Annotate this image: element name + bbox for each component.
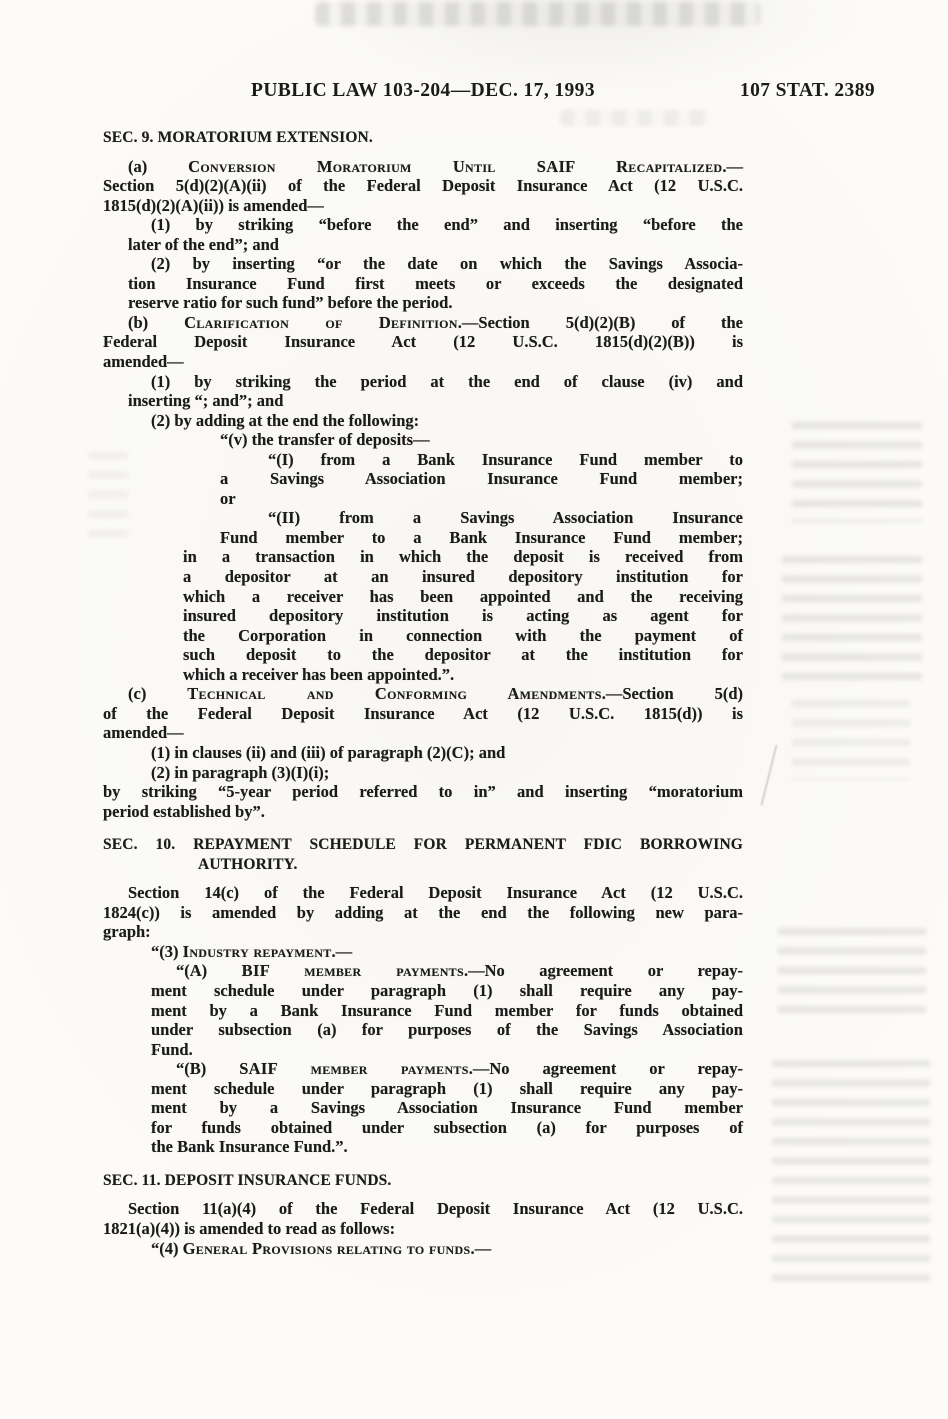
text-segment: graph: bbox=[103, 922, 151, 942]
text-segment: Section 11(a)(4) of the Federal Deposit Insurance Act (12 U.S.C. bbox=[128, 1199, 743, 1219]
text-line bbox=[268, 450, 743, 470]
text-segment: (1) by striking the period at the end of clause (iv) and bbox=[151, 371, 743, 391]
text-line bbox=[151, 1118, 743, 1138]
text-segment: (b) bbox=[128, 312, 185, 332]
text-segment: tion Insurance Fund first meets or exceeds the designated bbox=[128, 273, 743, 293]
text-line bbox=[103, 332, 743, 352]
text-line bbox=[183, 645, 743, 665]
text-line bbox=[151, 1040, 743, 1060]
text-segment: “(3) bbox=[151, 941, 183, 961]
text-line bbox=[103, 782, 743, 802]
text-segment: the Corporation in connection with the payment of bbox=[183, 625, 743, 645]
text-segment: (2) in paragraph (3)(I)(i); bbox=[151, 762, 330, 782]
text-line bbox=[183, 665, 743, 685]
text-line bbox=[128, 684, 743, 704]
text-segment: Section 14(c) of the Federal Deposit Insurance Act (12 U.S.C. bbox=[128, 883, 743, 903]
text-segment: “(4) bbox=[151, 1238, 183, 1258]
text-line bbox=[151, 411, 743, 431]
text-line bbox=[128, 313, 743, 333]
text-segment: under subsection (a) for purposes of the Savings Association bbox=[151, 1020, 743, 1040]
statute-page-number: 107 STAT. 2389 bbox=[739, 80, 875, 101]
text-line bbox=[220, 469, 743, 489]
text-line bbox=[103, 835, 743, 855]
text-segment: ment by a Bank Insurance Fund member for funds obtained bbox=[151, 1000, 743, 1020]
text-line bbox=[128, 883, 743, 903]
text-segment: .—No agreement or repay- bbox=[463, 961, 743, 981]
text-line bbox=[183, 587, 743, 607]
text-segment: ment schedule under paragraph (1) shall require any pay- bbox=[151, 1078, 743, 1098]
text-segment: 1815(d)(2)(A)(ii)) is amended— bbox=[103, 195, 324, 215]
text-segment: 1824(c)) is amended by adding at the end the following new para- bbox=[103, 902, 743, 922]
text-segment: inserting “; and”; and bbox=[128, 391, 284, 411]
bleed-through-ghost bbox=[315, 2, 760, 26]
text-segment: amended— bbox=[103, 352, 184, 372]
text-line bbox=[151, 1079, 743, 1099]
text-segment: .—No agreement or repay- bbox=[468, 1059, 744, 1079]
text-line bbox=[103, 128, 743, 148]
text-line bbox=[128, 391, 743, 411]
text-line bbox=[103, 903, 743, 923]
text-line bbox=[198, 855, 743, 875]
text-line bbox=[183, 626, 743, 646]
text-segment: ment by a Savings Association Insurance Fund member bbox=[151, 1098, 743, 1118]
small-caps-term: Conversion Moratorium Until SAIF Recapitalized bbox=[188, 156, 723, 176]
text-block bbox=[103, 157, 743, 822]
text-segment: .—Section 5(d)(2)(B) of the bbox=[457, 312, 743, 332]
text-line bbox=[220, 430, 743, 450]
text-segment: SEC. 9. MORATORIUM EXTENSION. bbox=[103, 129, 373, 146]
page-title: PUBLIC LAW 103-204—DEC. 17, 1993 bbox=[251, 80, 595, 101]
text-segment: .— bbox=[470, 1238, 492, 1258]
text-line bbox=[151, 1001, 743, 1021]
text-segment: “(A) bbox=[176, 961, 242, 981]
text-segment: Fund member to a Bank Insurance Fund member; bbox=[220, 527, 743, 547]
bleed-through-ghost bbox=[792, 422, 922, 522]
text-line bbox=[103, 352, 743, 372]
bleed-through-ghost bbox=[560, 110, 710, 126]
bleed-through-ghost bbox=[772, 1060, 930, 1290]
text-line bbox=[128, 157, 743, 177]
text-line bbox=[220, 489, 743, 509]
text-segment: such deposit to the depositor at the institution for bbox=[183, 645, 743, 665]
text-line bbox=[128, 235, 743, 255]
text-line bbox=[128, 1199, 743, 1219]
text-line bbox=[151, 372, 743, 392]
text-segment: Fund. bbox=[151, 1039, 193, 1059]
text-segment: ment schedule under paragraph (1) shall require any pay- bbox=[151, 980, 743, 1000]
text-line bbox=[183, 547, 743, 567]
text-line bbox=[151, 763, 743, 783]
text-line bbox=[151, 1137, 743, 1157]
text-line bbox=[151, 942, 743, 962]
text-segment: SEC. 11. DEPOSIT INSURANCE FUNDS. bbox=[103, 1171, 392, 1189]
text-line bbox=[151, 1239, 743, 1259]
text-line bbox=[103, 723, 743, 743]
text-segment: amended— bbox=[103, 723, 184, 743]
text-line bbox=[151, 1098, 743, 1118]
text-segment: SEC. 10. REPAYMENT SCHEDULE FOR PERMANENT FDIC BORROWING bbox=[103, 836, 743, 854]
text-line bbox=[151, 1020, 743, 1040]
text-line bbox=[268, 508, 743, 528]
text-segment: or bbox=[220, 488, 236, 508]
text-line bbox=[103, 704, 743, 724]
text-line bbox=[183, 567, 743, 587]
text-segment: Federal Deposit Insurance Act (12 U.S.C. 1815(d)(2)(B)) is bbox=[103, 332, 743, 352]
text-segment: period established by”. bbox=[103, 801, 265, 821]
text-line bbox=[103, 176, 743, 196]
text-segment: Section 5(d)(2)(A)(ii) of the Federal Deposit Insurance Act (12 U.S.C. bbox=[103, 176, 743, 196]
text-segment: for funds obtained under subsection (a) for purposes of bbox=[151, 1117, 743, 1137]
text-segment: (1) in clauses (ii) and (iii) of paragraph (2)(C); and bbox=[151, 742, 506, 762]
section-heading bbox=[103, 128, 743, 148]
running-header bbox=[103, 80, 875, 104]
text-segment: AUTHORITY. bbox=[198, 855, 298, 873]
text-line bbox=[103, 802, 743, 822]
bleed-through-ghost bbox=[782, 556, 922, 684]
text-segment: “(v) the transfer of deposits— bbox=[220, 430, 430, 450]
text-segment: .— bbox=[331, 941, 353, 961]
text-segment: a depositor at an insured depository institution for bbox=[183, 567, 743, 587]
text-line bbox=[103, 1219, 743, 1239]
text-segment: which a receiver has been appointed.”. bbox=[183, 664, 455, 684]
text-line bbox=[176, 961, 743, 981]
small-caps-term: Technical and Conforming Amendments bbox=[187, 684, 602, 704]
text-line bbox=[176, 1059, 743, 1079]
text-segment: “(B) bbox=[176, 1059, 240, 1079]
text-line bbox=[183, 606, 743, 626]
text-segment: .— bbox=[722, 156, 743, 176]
small-caps-term: SAIF member payments bbox=[239, 1059, 469, 1079]
text-segment: insured depository institution is acting as agent for bbox=[183, 606, 743, 626]
text-segment: (1) by striking “before the end” and inserting “before the bbox=[151, 215, 743, 235]
bleed-through-ghost bbox=[778, 928, 926, 1020]
text-line bbox=[103, 196, 743, 216]
text-line bbox=[151, 215, 743, 235]
text-segment: (2) by adding at the end the following: bbox=[151, 410, 420, 430]
small-caps-term: BIF member payments bbox=[241, 961, 464, 981]
text-segment: of the Federal Deposit Insurance Act (12 U.S.C. 1815(d)) is bbox=[103, 703, 743, 723]
text-line bbox=[128, 274, 743, 294]
text-segment: which a receiver has been appointed and the receiving bbox=[183, 586, 743, 606]
text-segment: “(II) from a Savings Association Insurance bbox=[268, 508, 743, 528]
text-segment: a Savings Association Insurance Fund member; bbox=[220, 469, 743, 489]
document-body bbox=[103, 128, 743, 1258]
small-caps-term: Industry repayment bbox=[182, 941, 332, 961]
text-line bbox=[220, 528, 743, 548]
text-segment: later of the end”; and bbox=[128, 234, 279, 254]
text-segment: in a transaction in which the deposit is received from bbox=[183, 547, 743, 567]
text-block bbox=[103, 883, 743, 1157]
text-line bbox=[103, 1171, 743, 1191]
text-segment: (2) by inserting “or the date on which the Savings Associa- bbox=[151, 254, 743, 274]
small-caps-term: General Provisions relating to funds bbox=[182, 1238, 471, 1258]
bleed-through-ghost bbox=[792, 700, 910, 780]
small-caps-term: Clarification of Definition bbox=[184, 312, 458, 332]
section-heading bbox=[103, 835, 743, 874]
text-line bbox=[128, 293, 743, 313]
text-segment: (a) bbox=[128, 156, 189, 176]
text-segment: reserve ratio for such fund” before the period. bbox=[128, 293, 453, 313]
text-line bbox=[103, 922, 743, 942]
text-segment: 1821(a)(4)) is amended to read as follows: bbox=[103, 1218, 396, 1238]
text-segment: (c) bbox=[128, 684, 188, 704]
text-line bbox=[151, 743, 743, 763]
text-segment: by striking “5-year period referred to in” and inserting “moratorium bbox=[103, 782, 743, 802]
text-segment: the Bank Insurance Fund.”. bbox=[151, 1137, 348, 1157]
scan-artifact bbox=[761, 745, 778, 806]
text-line bbox=[151, 981, 743, 1001]
text-segment: .—Section 5(d) bbox=[601, 684, 743, 704]
text-block bbox=[103, 1199, 743, 1258]
text-segment: “(I) from a Bank Insurance Fund member to bbox=[268, 449, 743, 469]
text-line bbox=[151, 254, 743, 274]
section-heading bbox=[103, 1171, 743, 1191]
